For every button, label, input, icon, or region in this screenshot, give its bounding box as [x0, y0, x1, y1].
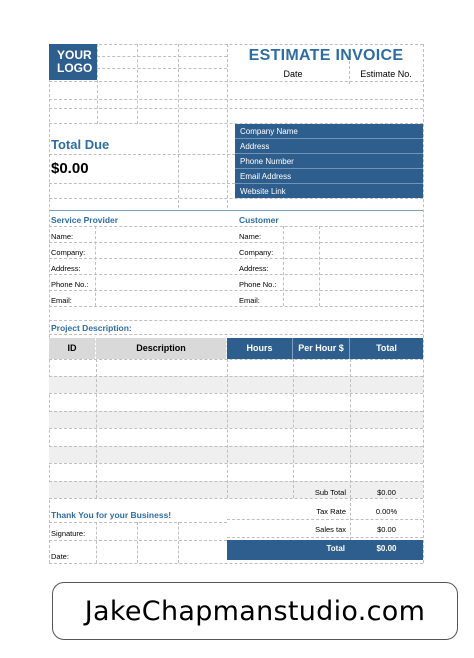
subtotal-value: $0.00: [377, 488, 396, 497]
company-website[interactable]: Website Link: [240, 187, 286, 196]
grid-line: [227, 537, 423, 538]
grand-total-label: Total: [326, 544, 345, 553]
grid-line: [97, 44, 98, 124]
grid-line: [49, 446, 423, 447]
company-name[interactable]: Company Name: [235, 124, 423, 139]
customer-phone-label: Phone No.:: [239, 280, 277, 289]
grid-line: [49, 290, 423, 291]
invoice-title: ESTIMATE INVOICE: [248, 47, 404, 64]
provider-company-label: Company:: [51, 248, 86, 257]
tax-rate-value[interactable]: 0.00%: [375, 507, 398, 516]
grid-line: [95, 226, 96, 306]
grid-line: [49, 81, 423, 82]
date-label: Date: [283, 69, 303, 79]
grid-line: [49, 242, 423, 243]
col-hours: Hours: [227, 338, 293, 359]
project-description-heading: Project Description:: [51, 323, 132, 333]
grid-line: [350, 498, 351, 540]
grid-line: [49, 428, 423, 429]
col-total: Total: [350, 338, 423, 359]
grid-line: [49, 376, 423, 377]
grid-line: [178, 44, 179, 208]
provider-name-label: Name:: [51, 232, 74, 241]
estimate-no-label: Estimate No.: [360, 69, 412, 79]
grid-line: [49, 320, 423, 321]
grid-line: [49, 498, 423, 499]
grid-line: [97, 68, 227, 69]
total-due-label: Total Due: [51, 137, 110, 152]
grid-line: [96, 359, 97, 498]
logo-line2: LOGO: [57, 61, 93, 75]
grid-line: [49, 359, 423, 360]
grid-line: [283, 226, 284, 306]
date-footer-label: Date:: [51, 552, 69, 561]
grand-total-value: $0.00: [376, 544, 397, 553]
grid-line: [97, 56, 227, 57]
grid-line: [423, 44, 424, 563]
grid-line: [49, 183, 235, 184]
grid-line: [96, 522, 97, 563]
customer-email-label: Email:: [239, 296, 260, 305]
grand-total-bar: [227, 540, 423, 560]
provider-email-label: Email:: [51, 296, 72, 305]
table-row[interactable]: [49, 411, 423, 428]
grid-line: [227, 359, 228, 498]
logo: [49, 44, 97, 80]
watermark-banner: [52, 582, 458, 640]
grid-line: [137, 44, 138, 124]
col-description: Description: [96, 338, 227, 359]
grid-line: [49, 154, 235, 155]
customer-heading: Customer: [239, 215, 279, 225]
company-address[interactable]: Address: [235, 139, 423, 154]
subtotal-label: Sub Total: [314, 488, 346, 497]
grid-line: [49, 393, 423, 394]
grid-line: [49, 258, 423, 259]
grid-line: [49, 226, 423, 227]
grid-line: [350, 359, 351, 498]
signature-label: Signature:: [51, 529, 86, 538]
service-provider-heading: Service Provider: [51, 215, 119, 225]
customer-company-label: Company:: [239, 248, 274, 257]
sales-tax-label: Sales tax: [315, 525, 346, 534]
logo-line1: YOUR: [57, 48, 92, 62]
grid-line: [319, 226, 320, 306]
grid-line: [49, 522, 227, 523]
grid-line: [49, 481, 423, 482]
grid-line: [49, 411, 423, 412]
grid-line: [49, 334, 423, 335]
table-row[interactable]: [49, 446, 423, 463]
grid-line: [49, 210, 423, 211]
table-row[interactable]: [49, 376, 423, 393]
provider-phone-label: Phone No.:: [51, 280, 89, 289]
watermark-text: JakeChapmanstudio.com: [84, 595, 426, 627]
grid-line: [49, 44, 423, 45]
customer-address-label: Address:: [239, 264, 269, 273]
grid-line: [49, 99, 423, 100]
grid-line: [178, 522, 179, 563]
grid-line: [293, 359, 294, 498]
grid-line: [49, 108, 423, 109]
customer-name-label: Name:: [239, 232, 262, 241]
grid-line: [137, 522, 138, 563]
grid-line: [49, 274, 423, 275]
thank-you-message: Thank You for your Business!: [51, 510, 172, 520]
grid-line: [49, 306, 423, 307]
col-id: ID: [49, 338, 96, 359]
invoice-sheet: [49, 44, 423, 563]
company-info-block: [235, 124, 423, 198]
col-per-hour: Per Hour $: [293, 338, 350, 359]
tax-rate-label: Tax Rate: [316, 507, 346, 516]
grid-line: [49, 563, 423, 564]
grid-line: [227, 44, 228, 208]
provider-address-label: Address:: [51, 264, 81, 273]
grid-line: [49, 463, 423, 464]
total-due-value: $0.00: [51, 160, 89, 177]
company-phone[interactable]: Phone Number: [235, 154, 423, 169]
grid-line: [49, 540, 227, 541]
company-email[interactable]: Email Address: [235, 169, 423, 184]
sales-tax-value: $0.00: [377, 525, 396, 534]
grid-line: [227, 519, 423, 520]
